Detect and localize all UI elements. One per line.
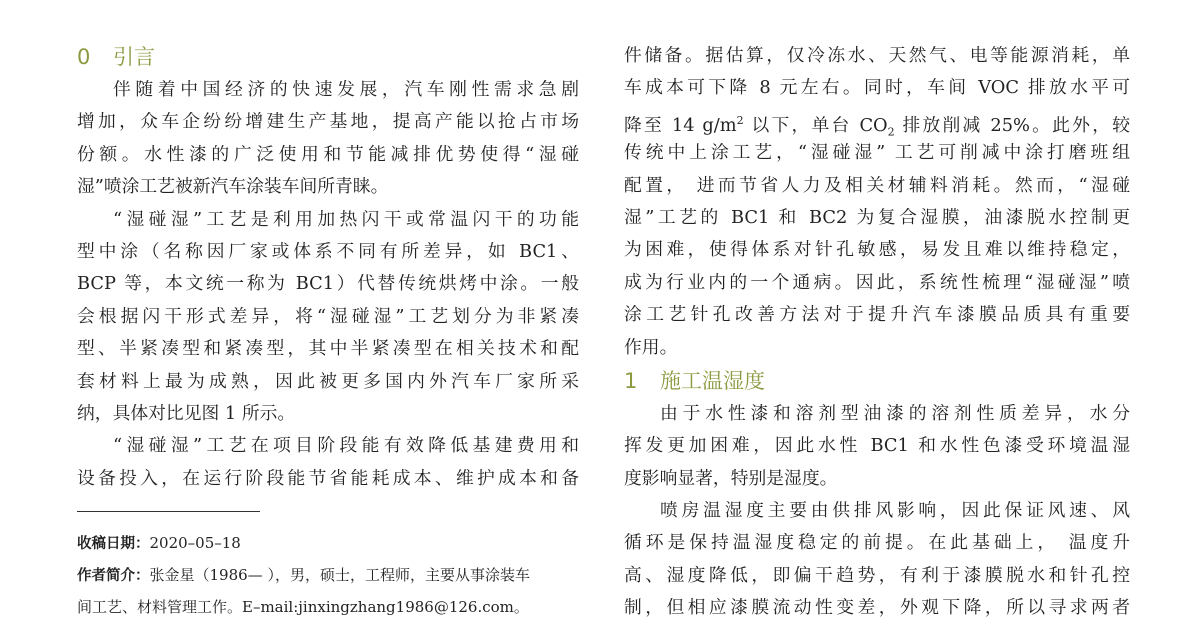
text-line: 度影响显著，特别是湿度。: [624, 467, 838, 489]
superscript: 2: [736, 113, 744, 127]
text-line: 配置， 进而节省人力及相关材辅料消耗。然而，“湿碰: [624, 174, 1130, 196]
text-line: 设备投入，在运行阶段能节省能耗成本、维护成本和备: [77, 467, 579, 489]
text-line: 车成本可下降 8 元左右。同时，车间 VOC 排放水平可: [624, 77, 1130, 99]
text-line: 涂工艺针孔改善方法对于提升汽车漆膜品质具有重要: [624, 304, 1130, 326]
text-line: 由于水性漆和溶剂型油漆的溶剂性质差异，水分: [660, 402, 1130, 424]
text-fragment: 排放削减 25%。此外，较: [894, 114, 1130, 136]
text-line: 型、半紧凑型和紧凑型，其中半紧凑型在相关技术和配: [77, 338, 579, 360]
text-line: 挥发更加困难，因此水性 BC1 和水性色漆受环境温湿: [624, 435, 1130, 457]
section-title: 引言: [113, 45, 155, 69]
right-column: [624, 40, 1130, 625]
text-line: 套材料上最为成熟，因此被更多国内外汽车厂家所采: [77, 370, 579, 392]
section-title: 施工温湿度: [660, 368, 765, 393]
text-line: 传统中上涂工艺，“湿碰湿” 工艺可削减中涂打磨班组: [624, 142, 1130, 164]
text-line: 伴随着中国经济的快速发展，汽车刚性需求急剧: [113, 79, 579, 100]
section-heading-0: [77, 40, 579, 74]
footnote-divider: [77, 511, 260, 512]
text-line: BCP 等，本文统一称为 BC1）代替传统烘烤中涂。一般: [77, 273, 579, 295]
left-column: [77, 40, 579, 495]
text-fragment: 以下，单台 CO: [743, 114, 888, 136]
author-info-cont: 间工艺、材料管理工作。E–mail:jinxingzhang1986@126.com。: [77, 598, 529, 616]
text-line: 型中涂（名称因厂家或体系不同有所差异，如 BC1、: [77, 240, 579, 262]
text-line-with-formula: [624, 105, 1130, 137]
footnote-author: [77, 564, 530, 585]
text-line: 喷房温湿度主要由供排风影响，因此保证风速、风: [660, 500, 1130, 522]
text-line: 会根据闪干形式差异，将“湿碰湿”工艺划分为非紧凑: [77, 305, 579, 327]
section-number: 0: [77, 45, 91, 69]
text-line: 成为行业内的一个通病。因此，系统性梳理“湿碰湿”喷: [624, 271, 1130, 293]
text-line: 增加，众车企纷纷增建生产基地，提高产能以抢占市场: [77, 111, 579, 133]
text-line: 为困难，使得体系对针孔敏感，易发且难以维持稳定，: [624, 239, 1130, 261]
text-line: 制，但相应漆膜流动性变差，外观下降，所以寻求两者: [624, 597, 1130, 619]
received-label: 收稿日期：: [77, 536, 150, 552]
subscript: 2: [887, 125, 895, 138]
received-date: 2020–05–18: [149, 534, 241, 552]
text-line: 作用。: [624, 336, 678, 358]
author-label: 作者简介：: [77, 568, 150, 584]
text-line: 循环是保持温湿度稳定的前提。在此基础上， 温度升: [624, 532, 1130, 554]
text-fragment: 降至 14 g/m: [624, 114, 737, 136]
section-number: 1: [624, 368, 638, 393]
text-line: “湿碰湿”工艺是利用加热闪干或常温闪干的功能: [113, 208, 579, 230]
text-line: 份额。水性漆的广泛使用和节能减排优势使得“湿碰: [77, 143, 579, 165]
text-line: 件储备。据估算，仅冷冻水、天然气、电等能源消耗，单: [624, 45, 1130, 66]
footnote-author-cont: [77, 596, 529, 617]
author-info: 张金星（1986— ），男，硕士，工程师，主要从事涂装车: [149, 566, 530, 584]
text-line: 高、湿度降低，即偏干趋势，有利于漆膜脱水和针孔控: [624, 564, 1130, 586]
section-heading-1: [624, 364, 1130, 398]
text-line: 纳，具体对比见图 1 所示。: [77, 402, 296, 424]
text-line: “湿碰湿”工艺在项目阶段能有效降低基建费用和: [113, 435, 579, 457]
text-line: 湿”工艺的 BC1 和 BC2 为复合湿膜，油漆脱水控制更: [624, 206, 1130, 228]
text-line: 湿”喷涂工艺被新汽车涂装车间所青睐。: [77, 176, 389, 198]
footnote-received: [77, 532, 241, 553]
